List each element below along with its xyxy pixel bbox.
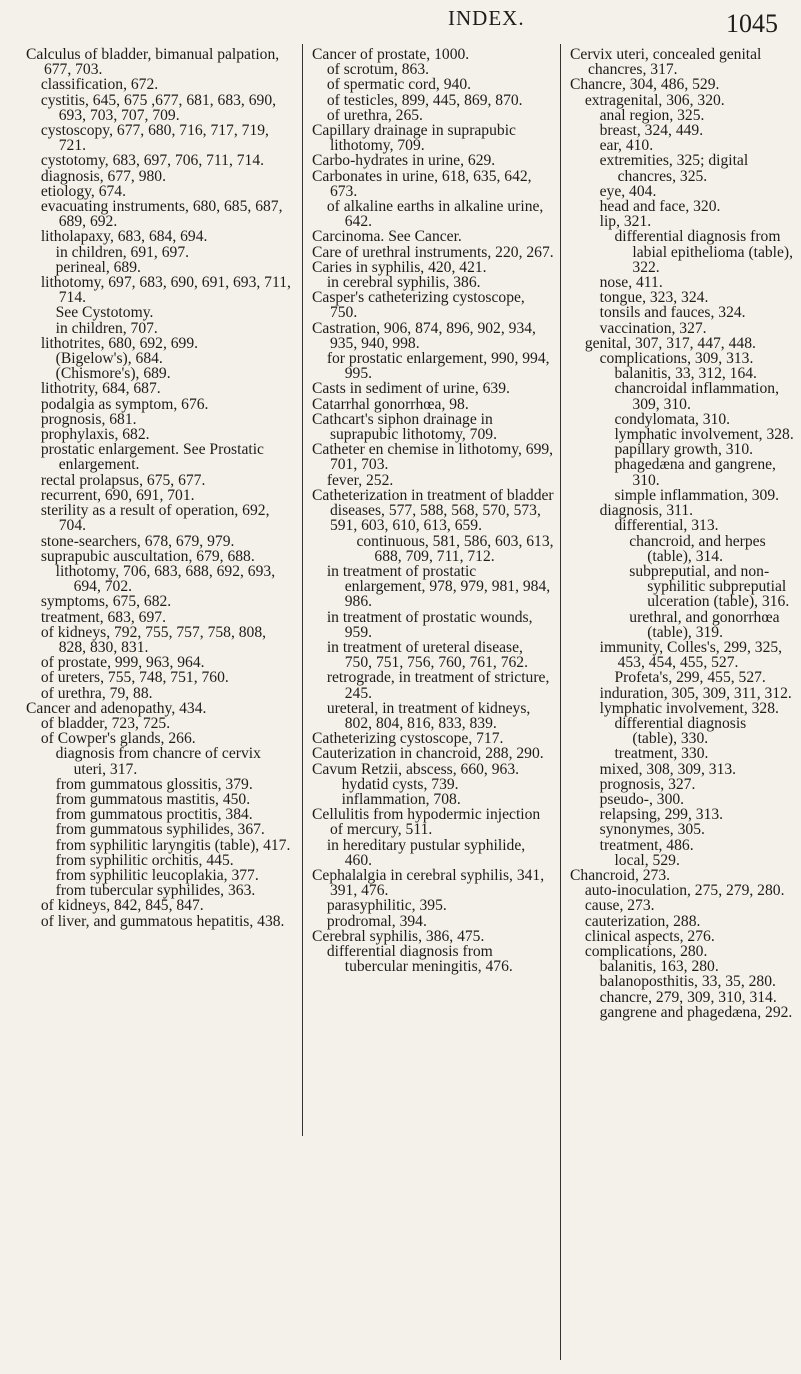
index-entry: Castration, 906, 874, 896, 902, 934, 935, 940, 998. [312,319,536,352]
index-entry: treatment, 330. [614,745,709,763]
index-entry: complications, 309, 313. [599,350,754,368]
index-entry: in children, 691, 697. [55,243,190,261]
index-entry: litholapaxy, 683, 684, 694. [40,228,208,246]
index-column-3 [570,47,794,1374]
index-entry: Cerebral syphilis, 386, 475. [312,927,485,945]
index-entry: from tubercular syphilides, 363. [55,882,256,900]
index-entry: Catheterizing cystoscope, 717. [312,730,504,748]
index-entry: local, 529. [614,851,680,869]
index-entry: for prostatic enlargement, 990, 994, 995. [326,350,550,383]
index-entry: of prostate, 999, 963, 964. [40,654,205,672]
index-column-2 [312,47,554,1374]
index-entry: parasyphilitic, 395. [326,897,447,915]
index-entry: differential, 313. [614,517,719,535]
index-entry: of ureters, 755, 748, 751, 760. [40,669,229,687]
index-entry: treatment, 683, 697. [40,608,166,626]
index-entry: of Cowper's glands, 266. [40,730,196,748]
index-entry: extremities, 325; digital chancres, 325. [599,152,749,185]
index-entry: Cervix uteri, concealed genital chancres, 317. [570,46,762,79]
index-column-1 [26,47,296,1374]
index-entry: (Chismore's), 689. [55,365,171,383]
index-entry: prostatic enlargement. See Prostatic enlargement. [40,441,264,474]
column-divider [302,44,303,1136]
index-entry: simple inflammation, 309. [614,486,780,504]
index-entry: diagnosis, 677, 980. [40,167,166,185]
index-entry: stone-searchers, 678, 679, 979. [40,532,235,550]
index-entry: lithotomy, 697, 683, 690, 691, 693, 711, 714. [40,274,291,307]
index-entry: of kidneys, 842, 845, 847. [40,897,204,915]
index-entry: (Bigelow's), 684. [55,350,163,368]
index-entry: synonymes, 305. [599,821,705,839]
index-entry: from syphilitic orchitis, 445. [55,851,234,869]
index-entry: immunity, Colles's, 299, 325, 453, 454, 455, 527. [599,638,783,672]
index-entry: Catheterization in treatment of bladder diseases, 577, 588, 568, 570, 573, 591, 603, 610, 613, 659. [312,486,554,535]
index-entry: cystotomy, 683, 697, 706, 711, 714. [40,152,265,170]
index-entry: in children, 707. [55,319,158,337]
index-entry: symptoms, 675, 682. [40,593,172,611]
index-entry: hydatid cysts, 739. [341,775,459,793]
index-entry: prognosis, 327. [599,775,696,793]
index-entry: sterility as a result of operation, 692, 704. [40,502,270,535]
index-entry: chancre, 279, 309, 310, 314. [599,988,777,1006]
page-number: 1045 [726,9,778,38]
index-entry: prognosis, 681. [40,410,137,428]
index-entry: podalgia as symptom, 676. [40,395,209,413]
index-entry: of urethra, 265. [326,106,423,124]
index-entry: of alkaline earths in alkaline urine, 642. [326,198,544,231]
index-entry: cauterization, 288. [584,912,701,930]
index-entry: cystitis, 645, 675 ,677, 681, 683, 690, 693, 703, 707, 709. [40,91,277,124]
index-entry: Cancer and adenopathy, 434. [26,699,207,717]
index-entry: lithotrity, 684, 687. [40,380,161,398]
index-entry: Catheter en chemise in lithotomy, 699, 701, 703. [312,441,554,474]
index-entry: pseudo-, 300. [599,790,685,808]
index-entry: treatment, 486. [599,836,694,854]
index-entry: relapsing, 299, 313. [599,806,724,824]
index-entry: in hereditary pustular syphilide, 460. [326,836,526,869]
index-entry: Carbo-hydrates in urine, 629. [312,152,496,170]
index-entry: classification, 672. [40,76,159,94]
index-entry: diagnosis, 311. [599,502,694,520]
running-head [0,0,801,40]
index-entry: retrograde, in treatment of stricture, 245. [326,669,550,702]
index-entry: Cauterization in chancroid, 288, 290. [312,745,544,763]
index-entry: in treatment of prostatic wounds, 959. [326,608,533,641]
index-entry: Casts in sediment of urine, 639. [312,380,510,398]
index-entry: lithotrites, 680, 692, 699. [40,334,199,352]
index-entry: extragenital, 306, 320. [584,91,725,109]
index-entry: ear, 410. [599,137,654,155]
index-entry: fever, 252. [326,471,394,489]
index-entry: Cavum Retzii, abscess, 660, 963. [312,760,520,778]
index-entry: prophylaxis, 682. [40,426,150,444]
index-entry: Chancroid, 273. [570,866,671,884]
index-entry: See Cystotomy. [55,304,154,322]
index-entry: subpreputial, and non-syphilitic subpreputial ulceration (table), 316. [629,562,790,611]
index-entry: of testicles, 899, 445, 869, 870. [326,91,523,109]
index-entry: differential diagnosis (table), 330. [614,714,747,748]
index-entry: Casper's catheterizing cystoscope, 750. [312,289,525,322]
index-entry: evacuating instruments, 680, 685, 687, 689, 692. [40,198,283,231]
column-divider [560,44,561,1360]
index-entry: Cephalalgia in cerebral syphilis, 341, 391, 476. [312,866,545,900]
index-entry: Cancer of prostate, 1000. [312,46,470,63]
index-entry: of bladder, 723, 725. [40,714,171,732]
index-entry: condylomata, 310. [614,410,731,428]
index-entry: in cerebral syphilis, 386. [326,274,481,292]
index-entry: of spermatic cord, 940. [326,76,472,94]
index-entry: Calculus of bladder, bimanual palpation, 677, 703. [26,46,280,79]
index-entry: Cellulitis from hypodermic injection of mercury, 511. [312,806,541,839]
index-entry: lithotomy, 706, 683, 688, 692, 693, 694, 702. [55,562,276,596]
index-entry: induration, 305, 309, 311, 312. [599,684,792,702]
index-entry: tonsils and fauces, 324. [599,304,746,322]
index-entry: balanitis, 163, 280. [599,958,719,976]
index-entry: lymphatic involvement, 328. [599,699,779,717]
index-entry: suprapubic auscultation, 679, 688. [40,547,255,565]
index-entry: of scrotum, 863. [326,61,430,79]
index-entry: Carbonates in urine, 618, 635, 642, 673. [312,167,532,200]
index-entry: diagnosis from chancre of cervix uteri, 317. [55,745,261,778]
index-entry: perineal, 689. [55,258,141,276]
index-entry: clinical aspects, 276. [584,927,715,945]
index-entry: cause, 273. [584,897,655,915]
index-entry: from gummatous syphilides, 367. [55,821,265,839]
index-entry: of kidneys, 792, 755, 757, 758, 808, 828, 830, 831. [40,623,267,656]
index-entry: Caries in syphilis, 420, 421. [312,258,487,276]
index-entry: Capillary drainage in suprapubic lithotomy, 709. [312,122,516,155]
index-entry: mixed, 308, 309, 313. [599,760,737,778]
index-entry: differential diagnosis from tubercular meningitis, 476. [326,942,513,976]
index-entry: from syphilitic leucoplakia, 377. [55,866,259,884]
index-entry: tongue, 323, 324. [599,289,709,307]
index-entry: from gummatous glossitis, 379. [55,775,253,793]
index-entry: prodromal, 394. [326,912,427,930]
index-entry: urethral, and gonorrhœa (table), 319. [629,608,780,641]
index-entry: Cathcart's siphon drainage in suprapubic lithotomy, 709. [312,410,497,444]
page-header-title: INDEX. [448,6,525,30]
index-entry: complications, 280. [584,942,708,960]
index-entry: anal region, 325. [599,106,705,124]
index-entry: lymphatic involvement, 328. [614,426,794,444]
index-entry: auto-inoculation, 275, 279, 280. [584,882,785,900]
index-entry: Chancre, 304, 486, 529. [570,76,720,94]
index-entry: genital, 307, 317, 447, 448. [584,334,756,352]
index-entry: phagedæna and gangrene, 310. [614,456,776,489]
index-entry: head and face, 320. [599,198,721,216]
index-entry: balanitis, 33, 312, 164. [614,365,757,383]
index-entry: recurrent, 690, 691, 701. [40,486,195,504]
index-entry: inflammation, 708. [341,790,461,808]
index-entry: etiology, 674. [40,182,126,200]
index-entry: eye, 404. [599,182,657,200]
index-entry: ureteral, in treatment of kidneys, 802, 804, 816, 833, 839. [326,699,531,732]
index-entry: vaccination, 327. [599,319,707,337]
index-entry: Care of urethral instruments, 220, 267. [312,243,554,261]
index-entry: Profeta's, 299, 455, 527. [614,669,766,687]
index-entry: gangrene and phagedæna, 292. [599,1003,793,1021]
index-entry: breast, 324, 449. [599,122,704,140]
index-entry: lip, 321. [599,213,652,231]
index-entry: of urethra, 79, 88. [40,684,153,702]
index-entry: from gummatous proctitis, 384. [55,806,253,824]
index-entry: in treatment of prostatic enlargement, 978, 979, 981, 984, 986. [326,562,551,611]
index-entry: rectal prolapsus, 675, 677. [40,471,206,489]
index-entry: Catarrhal gonorrhœa, 98. [312,395,469,413]
index-entry: continuous, 581, 586, 603, 613, 688, 709, 711, 712. [356,532,554,565]
index-entry: from syphilitic laryngitis (table), 417. [55,836,291,854]
index-entry: chancroid, and herpes (table), 314. [629,532,766,565]
index-entry: cystoscopy, 677, 680, 716, 717, 719, 721. [40,122,269,155]
index-entry: in treatment of ureteral disease, 750, 751, 756, 760, 761, 762. [326,638,528,672]
index-entry: Carcinoma. See Cancer. [312,228,462,246]
index-entry: chancroidal inflammation, 309, 310. [614,380,779,413]
index-entry: of liver, and gummatous hepatitis, 438. [40,912,285,930]
index-entry: from gummatous mastitis, 450. [55,790,251,808]
index-entry: differential diagnosis from labial epithelioma (table), 322. [614,228,794,276]
index-entry: nose, 411. [599,274,663,292]
index-entry: balanoposthitis, 33, 35, 280. [599,973,776,991]
index-entry: papillary growth, 310. [614,441,754,459]
